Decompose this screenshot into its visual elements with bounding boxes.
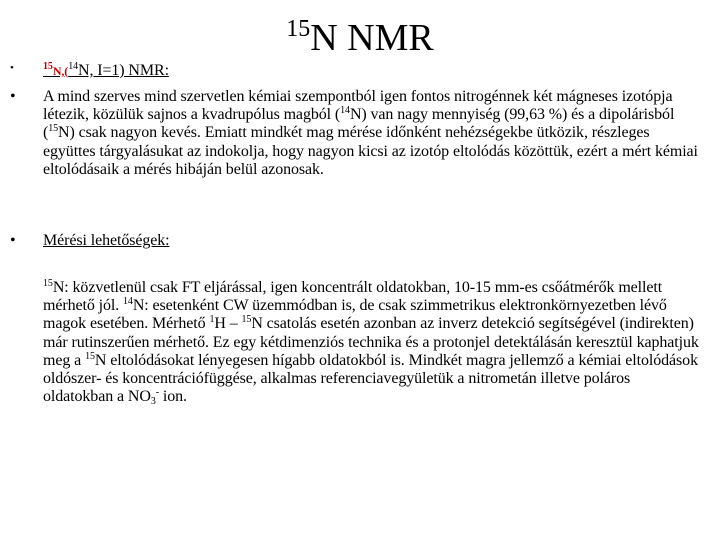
para-part-4: N csatolás esetén azonban az inverz detekció segítségével (indirekten) már rutinszerűen mérhető. Ez egy kétdimenziós technika és a protonjel detektálásán keresztül kaphatjuk meg a xyxy=(43,315,699,369)
bullet-marker-2: • xyxy=(10,88,16,105)
desc-sup-15: 15 xyxy=(48,123,59,135)
para-sup-15-c: 15 xyxy=(85,350,95,362)
para-sup-15-a: 15 xyxy=(43,278,53,289)
bullet-item-methods xyxy=(43,232,703,250)
desc-sup-14: 14 xyxy=(340,105,350,117)
desc-part-1: A mind szerves mind szervetlen kémiai szempontból igen fontos nitrogénnek két mágneses izotópja létezik, közülük sajnos a kvadrupólus magból ( xyxy=(43,88,673,124)
para-part-1: N: közvetlenül csak FT eljárással, igen koncentrált oldatokban, 10-15 mm-es csőátmérők mellett mérhető jól. xyxy=(43,279,663,315)
para-sup-14: 14 xyxy=(123,296,133,308)
para-sup-15-b: 15 xyxy=(241,314,252,326)
isotopes-heading xyxy=(43,62,169,79)
desc-part-2: N) van nagy mennyiség (99,63 %) és a dipolárisból ( xyxy=(43,106,675,142)
para-part-2: N: esetenként CW üzemmódban is, de csak szimmetrikus elektronkörnyezetben lévő magok esetében. Mérhető xyxy=(43,297,667,333)
para-sup-minus: - xyxy=(155,387,159,399)
methods-heading: Mérési lehetőségek: xyxy=(43,232,170,249)
title-text: N NMR xyxy=(310,17,434,59)
para-sub-3: 3 xyxy=(150,396,156,408)
bullet-item-description xyxy=(43,88,703,179)
desc-part-3: N) csak nagyon kevés. Emiatt mindkét mag mérése időnként nehézségekbe ütközik, részleges együttes tárgyalásukat az indokolja, hogy nagyon kicsi az izotóp eltolódás közöttük, ezért a mért kémiai eltolódásaik a mérés hibáján belül azonosak. xyxy=(43,124,698,178)
methods-paragraph xyxy=(43,279,703,406)
para-part-3: H – xyxy=(214,315,242,333)
bullet-marker-3: • xyxy=(10,232,16,249)
sup-15-a: 15 xyxy=(43,61,53,72)
para-part-6: ion. xyxy=(158,388,187,406)
para-part-5: N eltolódásokat lényegesen hígabb oldatokból is. Mindkét magra jellemző a kémiai eltolódások oldószer- és koncentrációfüggése, alkalmas referenciavegyületük a nitrometán illetve poláros oldatokban a NO xyxy=(43,351,698,406)
bullet-item-isotopes xyxy=(43,62,703,80)
isotopes-rest: N, I=1) NMR: xyxy=(78,62,169,79)
slide-title xyxy=(0,14,720,62)
sup-14-a: 14 xyxy=(68,61,78,72)
para-sup-1: 1 xyxy=(209,314,215,326)
title-superscript: 15 xyxy=(286,16,311,42)
n-label-a: N,( xyxy=(52,64,69,78)
bullet-marker-1: • xyxy=(10,62,14,74)
